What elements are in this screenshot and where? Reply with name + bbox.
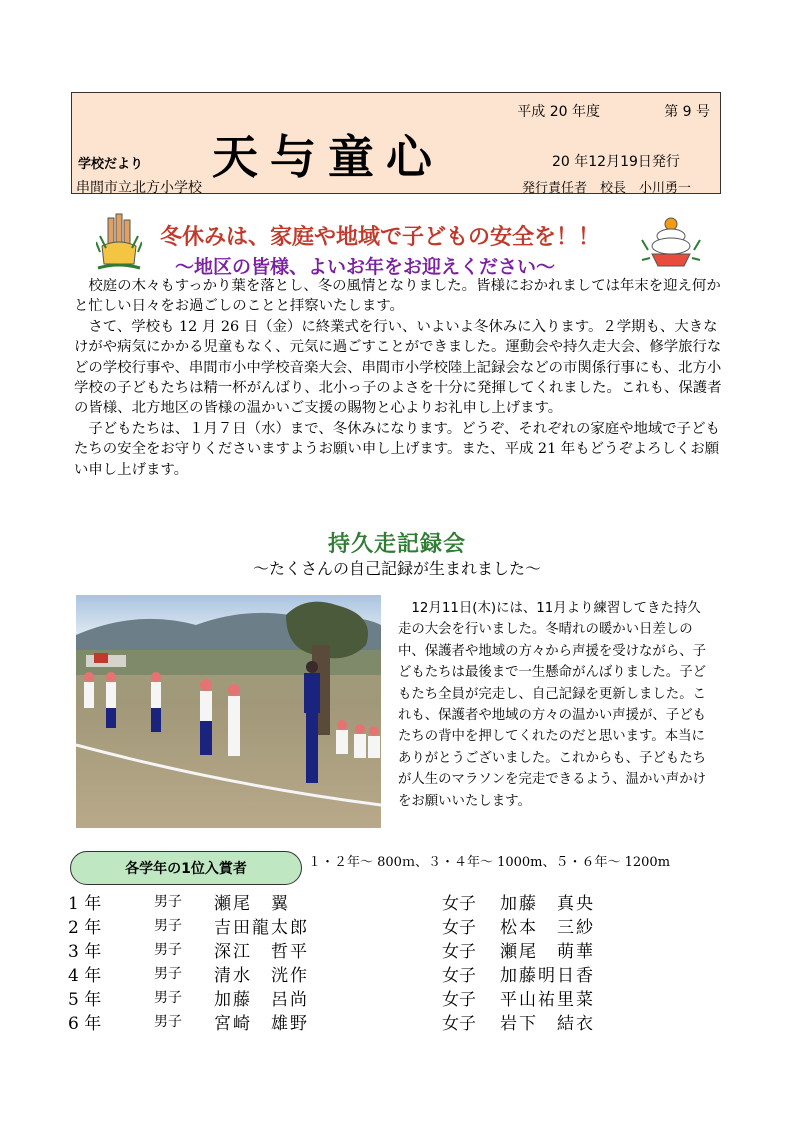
grade: 3 年 (68, 942, 102, 962)
winter-break-headline: 冬休みは、家庭や地域で子どもの安全を！！ (160, 225, 601, 250)
header-label: 学校だより (78, 157, 144, 172)
winner-row (68, 937, 728, 961)
intro-paragraph-3: 子どもたちは、１月７日（水）まで、冬休みになります。どうぞ、それぞれの家庭や地域で子どもたちの安全をお守りくださいますようお願い申し上げます。また、平成 21 年もどうぞよろしくお願い申し上げます。 (74, 420, 720, 478)
newsletter-title: 天与童心 (212, 130, 444, 184)
marathon-title: 持久走記録会 (327, 532, 466, 557)
boy-winner: 瀬尾 翼 (214, 894, 290, 914)
awards-heading: 各学年の1位入賞者 (70, 851, 302, 885)
grade: 4 年 (68, 966, 102, 986)
boy-winner: 加藤 呂尚 (214, 990, 309, 1010)
girl-label: 女子 (442, 1014, 476, 1034)
boy-winner: 吉田龍太郎 (214, 918, 309, 938)
winner-row (68, 961, 728, 985)
header-era: 平成 20 年度 (517, 104, 600, 120)
winner-row (68, 889, 728, 913)
grade: 1 年 (68, 894, 102, 914)
boy-winner: 清水 洸作 (214, 966, 309, 986)
girl-winner: 加藤 真央 (500, 894, 595, 914)
marathon-subtitle: ～たくさんの自己記録が生まれました～ (252, 559, 541, 578)
girl-winner: 平山祐里菜 (500, 990, 595, 1010)
header-publisher: 発行責任者 校長 小川勇一 (522, 181, 692, 196)
girl-label: 女子 (442, 966, 476, 986)
boy-winner: 深江 哲平 (214, 942, 309, 962)
kadomatsu-illustration (96, 212, 142, 272)
winner-row (68, 1009, 728, 1033)
header-date: 20 年12月19日発行 (552, 154, 680, 170)
grade: 6 年 (68, 1014, 102, 1034)
girl-label: 女子 (442, 918, 476, 938)
winners-list (68, 889, 728, 1033)
winner-row (68, 913, 728, 937)
newsletter-header (71, 92, 721, 194)
intro-text (74, 276, 728, 480)
boy-label: 男子 (154, 1014, 182, 1030)
boy-label: 男子 (154, 894, 182, 910)
new-year-subheadline: ～地区の皆様、よいお年をお迎えください～ (175, 256, 556, 278)
girl-winner: 瀬尾 萌華 (500, 942, 595, 962)
boy-label: 男子 (154, 918, 182, 934)
marathon-photo-illustration (76, 595, 381, 828)
intro-paragraph-2: さて、学校も 12 月 26 日（金）に終業式を行い、いよいよ冬休みに入ります。２学期も、大きなけがや病気にかかる児童もなく、元気に過ごすことができました。運動会や持久走大会、修学旅行などの学校行事や、串間市小中学校音楽大会、串間市小学校陸上記録会などの市関係行事にも、北方小学校の子どもたちは精一杯がんばり、北小っ子のよさを十分に発揮してくれました。これも、保護者の皆様、北方地区の皆様の温かいご支援の賜物と心よりお礼申し上げます。 (74, 318, 722, 417)
intro-paragraph-1: 校庭の木々もすっかり葉を落とし、冬の風情となりました。皆様におかれましては年末を迎え何かと忙しい日々をお過ごしのことと拝察いたします。 (74, 278, 721, 315)
grade: 2 年 (68, 918, 102, 938)
boy-label: 男子 (154, 990, 182, 1006)
grade: 5 年 (68, 990, 102, 1010)
girl-winner: 松本 三紗 (500, 918, 595, 938)
marathon-photo (76, 595, 381, 828)
girl-label: 女子 (442, 894, 476, 914)
header-school: 串間市立北方小学校 (76, 180, 202, 196)
marathon-report: 12月11日(木)には、11月より練習してきた持久走の大会を行いました。冬晴れの暖かい日差しの中、保護者や地域の方々から声援を受けながら、子どもたちは最後まで一生懸命がんばりました。子どもたち全員が完走し、自己記録を更新しました。これも、保護者や地域の方々の温かい声援が、子どもたちの背中を押してくれたのだと思います。本当にありがとうございました。これからも、子どもたちが人生のマラソンを完走できるよう、温かい声かけをお願いいたします。 (398, 601, 706, 809)
race-distances: １・２年～ 800ｍ、３・４年～ 1000m、５・６年～ 1200m (308, 855, 671, 870)
boy-label: 男子 (154, 942, 182, 958)
boy-label: 男子 (154, 966, 182, 982)
girl-winner: 加藤明日香 (500, 966, 595, 986)
boy-winner: 宮崎 雄野 (214, 1014, 309, 1034)
winner-row (68, 985, 728, 1009)
girl-label: 女子 (442, 990, 476, 1010)
kagami-mochi-illustration (640, 210, 702, 272)
girl-winner: 岩下 結衣 (500, 1014, 595, 1034)
header-issue: 第 9 号 (664, 104, 710, 120)
girl-label: 女子 (442, 942, 476, 962)
